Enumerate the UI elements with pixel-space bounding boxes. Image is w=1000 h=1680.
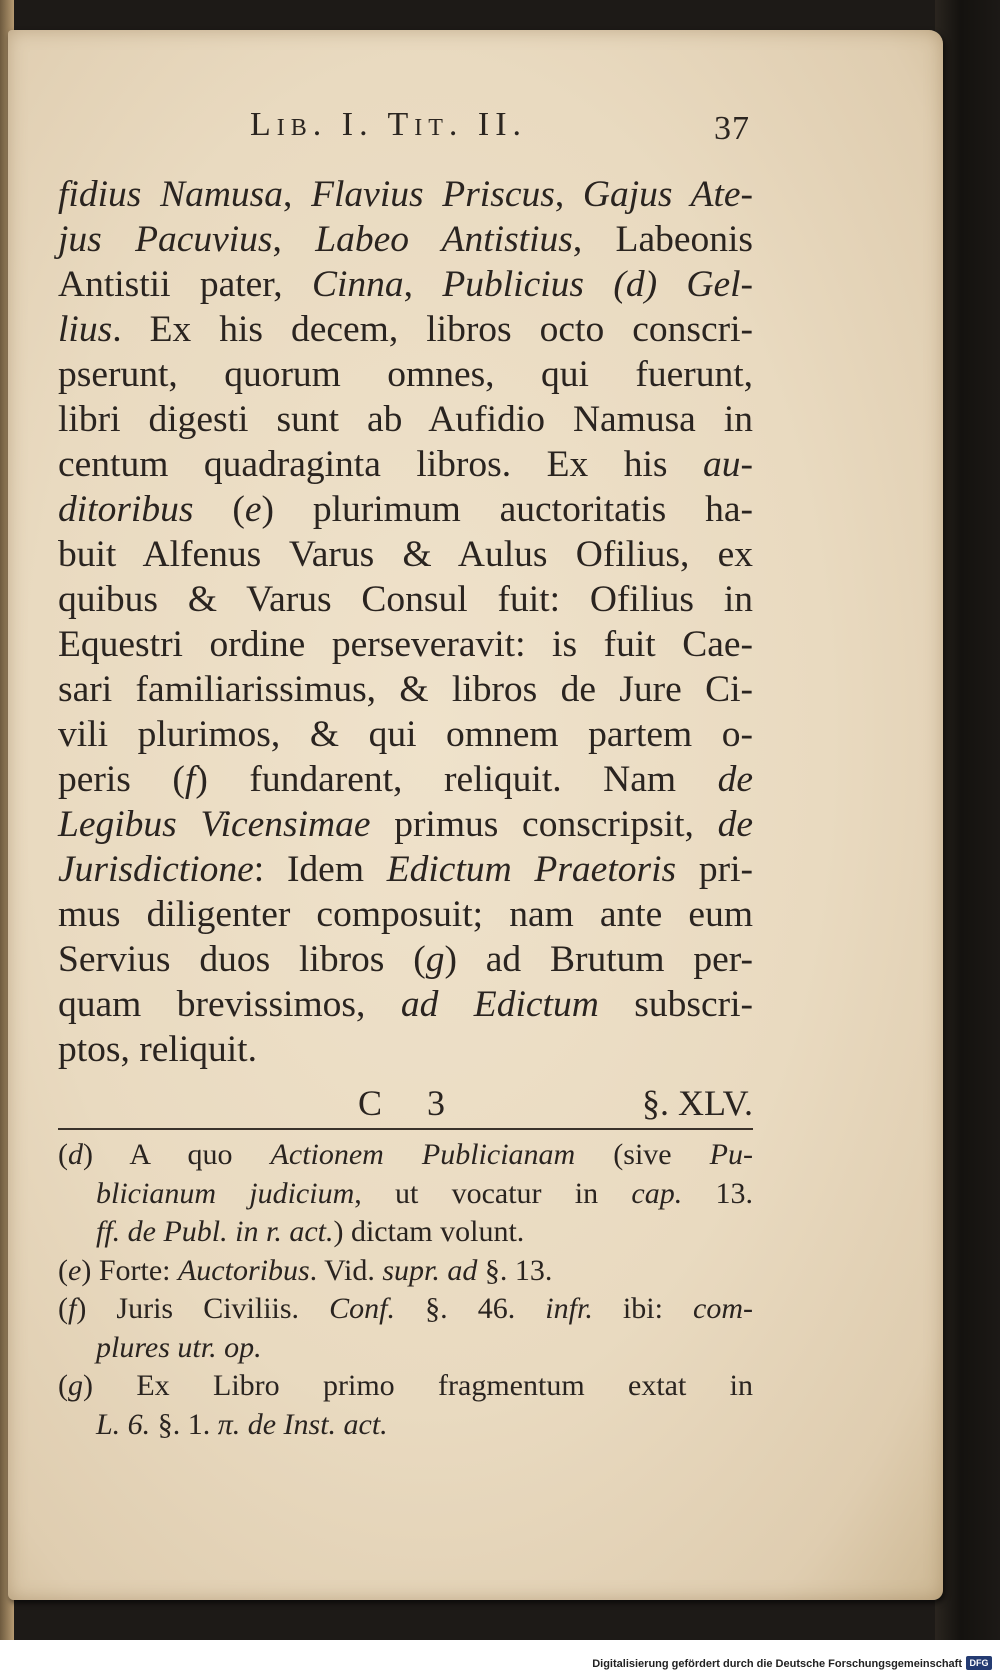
italic-text: Labeo Antistius [315,219,573,260]
text-run: ( [58,1138,68,1171]
text-run: peris ( [58,759,185,800]
text-run: ( [193,489,245,530]
footnote-line [58,1329,753,1368]
text-run: quibus & Varus Consul fuit: Ofilius in [58,579,753,620]
text-run: primus conscripsit, [370,804,718,845]
text-run: ) dictam volunt. [333,1215,525,1248]
italic-text: d [68,1138,83,1171]
signature-row [58,1082,753,1128]
italic-text: blicianum judicium [96,1176,355,1210]
italic-text: com- [693,1292,754,1325]
text-run: (sive [575,1138,710,1171]
text-line [58,397,753,442]
digitization-credit: Digitalisierung gefördert durch die Deutsche Forschungsgemeinschaft [592,1658,962,1670]
footnote-line [58,1252,753,1291]
text-run: subscri- [598,984,753,1025]
text-run: , [403,264,443,305]
italic-text: Jurisdictione [58,849,254,890]
text-run: pri- [676,849,753,890]
text-run: , Labeonis [572,219,754,260]
text-line [58,487,753,532]
text-run: sari familiarissimus, & libros de Jure Ci- [58,669,753,710]
dfg-logo: DFG [966,1656,992,1670]
text-line [58,937,753,982]
footnote-line [58,1175,753,1214]
italic-text: Legibus Vicensimae [58,804,371,845]
italic-text: Publicius (d) Gel- [442,264,753,305]
text-run: ) ad Brutum per- [444,939,753,980]
text-run: ibi: [592,1292,694,1325]
text-run: ptos, reliquit. [58,1029,257,1070]
italic-text: ditoribus [58,489,194,530]
italic-text: fidius Namusa [58,174,284,215]
page-number: 37 [714,110,750,147]
text-run: : Idem [253,849,387,890]
text-line [58,442,753,487]
text-run: buit Alfenus Varus & Aulus Ofilius, ex [58,534,753,575]
text-run: , ut vocatur in [354,1176,632,1210]
italic-text: g [68,1369,83,1402]
text-run: ) plurimum auctoritatis ha- [261,489,753,530]
text-run: ( [58,1253,68,1287]
text-run: mus diligenter composuit; nam ante eum [58,894,753,935]
text-run: §. 13. [477,1253,553,1287]
italic-text: au- [703,444,753,485]
text-run: §. 46. [395,1292,546,1325]
italic-text: lius [58,309,113,350]
italic-text: ff. de Publ. in r. act. [96,1215,334,1248]
text-line [58,757,753,802]
page-header [60,106,750,156]
italic-text: de [717,759,753,800]
italic-text: de [717,804,753,845]
text-run: . Ex his decem, libros octo conscri- [112,309,753,350]
text-run: Antistii pater, [58,264,312,305]
text-line [58,532,753,577]
text-line [58,982,753,1027]
italic-text: e [244,489,262,530]
text-run: centum quadraginta libros. Ex his [58,444,703,485]
italic-text: Actionem Publicianam [270,1138,576,1171]
text-run: Servius duos libros ( [58,939,426,980]
italic-text: jus Pacuvius [58,219,273,260]
italic-text: f [184,759,196,800]
italic-text: Edictum Praetoris [386,849,677,890]
text-run: . Vid. [309,1253,383,1287]
text-run: ) fundarent, reliquit. Nam [195,759,718,800]
text-line [58,622,753,667]
text-run: quam brevissimos, [58,984,401,1025]
footnote-rule [58,1128,753,1130]
footnote-line [58,1136,753,1175]
italic-text: Conf. [329,1292,396,1325]
book-cover-right [935,0,1000,1640]
footnote-line [58,1213,753,1252]
italic-text: L. 6. [96,1407,158,1441]
italic-text: f [68,1292,77,1325]
text-run: ) Forte: [81,1253,178,1287]
text-run: ) A quo [83,1138,271,1171]
text-run: ) Juris Civiliis. [76,1292,330,1325]
italic-text: Cinna [311,264,404,305]
text-line [58,847,753,892]
running-head: Lib. I. Tit. II. [250,106,528,143]
italic-text: plures utr. op. [96,1330,262,1364]
italic-text: Pu- [709,1138,753,1171]
text-run: pserunt, quorum omnes, qui fuerunt, [58,354,753,395]
text-line [58,667,753,712]
text-run: , [283,174,312,215]
text-run: vili plurimos, & qui omnem partem o- [58,714,753,755]
text-line [58,352,753,397]
text-run: libri digesti sunt ab Aufidio Namusa in [58,399,753,440]
italic-text: π. de Inst. act. [217,1407,388,1441]
signature-mark: C 3 [358,1083,464,1123]
text-line [58,217,753,262]
main-text [58,172,753,1072]
text-run: 13. [682,1176,753,1210]
text-line [58,172,753,217]
italic-text: Flavius Priscus [311,174,555,215]
text-run: ( [58,1292,68,1325]
italic-text: ad Edictum [400,984,599,1025]
text-run: ) Ex Libro primo fragmentum extat in [83,1369,753,1402]
italic-text: e [68,1253,82,1287]
italic-text: Auctoribus [177,1253,310,1287]
italic-text: infr. [545,1292,593,1325]
text-run: Equestri ordine perseveravit: is fuit Cae- [58,624,753,665]
text-line [58,262,753,307]
text-line [58,712,753,757]
text-line [58,892,753,937]
footnote-line [58,1290,753,1329]
italic-text: g [425,939,445,980]
text-run: , [554,174,583,215]
catchword: §. XLV. [641,1083,753,1123]
italic-text: supr. ad [382,1253,478,1287]
text-run: §. 1. [157,1407,218,1441]
text-line [58,577,753,622]
italic-text: Gajus Ate- [582,174,753,215]
text-line [58,802,753,847]
italic-text: cap. [631,1176,683,1210]
footnote-line [58,1367,753,1406]
text-run: ( [58,1369,68,1402]
footnotes [58,1136,753,1444]
text-line [58,1027,753,1072]
text-run: , [272,219,316,260]
footnote-line [58,1406,753,1445]
text-line [58,307,753,352]
